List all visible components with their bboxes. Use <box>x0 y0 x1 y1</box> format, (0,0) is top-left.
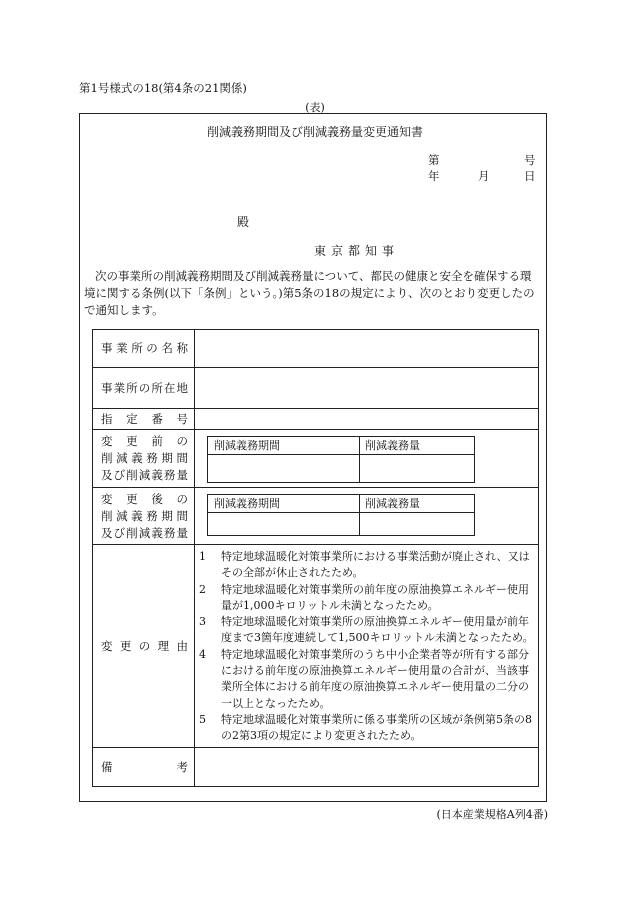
reason-item: 2 特定地球温暖化対策事業所の前年度の原油換算エネルギー使用量が1,000キロリットル未満となったため。 <box>199 582 529 612</box>
document-title: 削減義務期間及び削減義務量変更通知書 <box>206 125 423 139</box>
form-table <box>92 329 539 787</box>
row-facility-address <box>93 367 538 408</box>
row-before-change <box>93 429 538 487</box>
before-change-subtable <box>207 436 475 483</box>
number-prefix: 第 <box>428 153 440 167</box>
row-facility-name <box>93 330 538 367</box>
side-indicator: (表) <box>305 101 325 114</box>
reason-list <box>199 549 534 745</box>
intro-paragraph: 次の事業所の削減義務期間及び削減義務量について、都民の健康と安全を確保する環境に関する条例(以下「条例」という。)第5条の18の規定により、次のとおり変更したので通知します。 <box>84 269 535 317</box>
reason-item: 4 特定地球温暖化対策事業所のうち中小企業者等が所有する部分における前年度の原油換算エネルギー使用量の合計が、当該事業所全体における前年度の原油換算エネルギー使用量の二分の一以上となったため。 <box>199 647 529 710</box>
change-reason-label: 変更の理由 <box>93 545 195 747</box>
form-reference: 第1号様式の18(第4条の21関係) <box>79 81 247 95</box>
after-change-label: 変更後の 削減義務期間 及び削減義務量 <box>93 488 195 544</box>
before-period-header: 削減義務期間 <box>214 439 280 452</box>
facility-address-label: 事業所の所在地 <box>93 368 195 408</box>
after-change-subtable <box>207 494 475 536</box>
number-suffix: 号 <box>524 153 536 167</box>
issuer-name: 東京都知事 <box>314 244 400 258</box>
row-after-change <box>93 487 538 544</box>
reason-item: 1 特定地球温暖化対策事業所における事業活動が廃止され、又はその全部が休止されたため。 <box>199 550 530 580</box>
addressee: 殿 <box>237 215 250 229</box>
row-change-reason <box>93 544 538 747</box>
reason-item: 3 特定地球温暖化対策事業所の原油換算エネルギー使用量が前年度まで3箇年度連続して1,500キロリットル未満となったため。 <box>199 615 534 645</box>
date-month: 月 <box>478 169 490 183</box>
row-designation-number <box>93 408 538 429</box>
reason-item: 5 特定地球温暖化対策事業所に係る事業所の区域が条例第5条の8の2第3項の規定により変更されたため。 <box>199 712 532 743</box>
facility-name-label: 事業所の名称 <box>93 330 195 367</box>
after-period-header: 削減義務期間 <box>214 497 280 510</box>
after-amount-header: 削減義務量 <box>365 497 420 510</box>
remarks-label: 備考 <box>93 748 195 786</box>
before-amount-header: 削減義務量 <box>365 439 420 452</box>
date-year: 年 <box>428 169 440 183</box>
date-day: 日 <box>524 169 536 183</box>
designation-number-label: 指定番号 <box>93 409 195 429</box>
paper-size-note: (日本産業規格A列4番) <box>436 808 548 821</box>
before-change-label: 変更前の 削減義務期間 及び削減義務量 <box>93 430 195 487</box>
row-remarks <box>93 747 538 786</box>
